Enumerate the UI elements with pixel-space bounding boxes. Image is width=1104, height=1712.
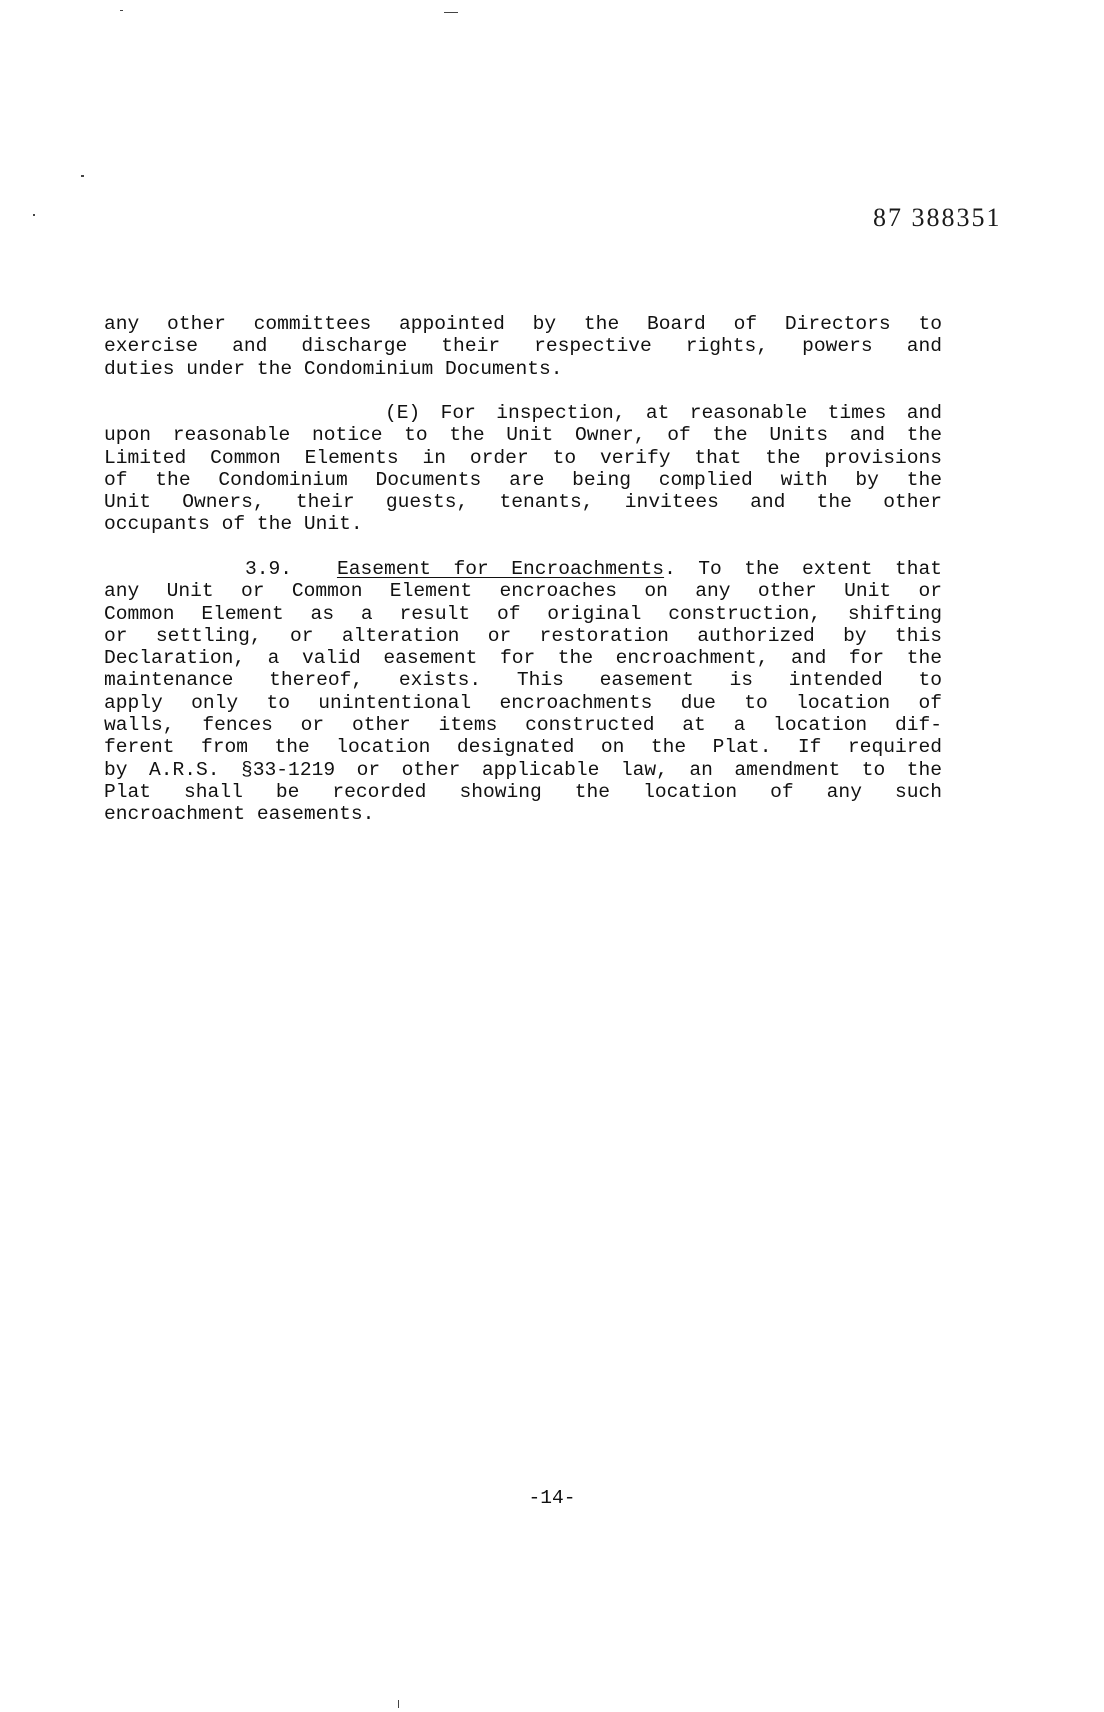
text-line: Unit Owners, their guests, tenants, invitees and the other bbox=[104, 491, 942, 514]
text-line: by A.R.S. §33-1219 or other applicable law, an amendment to the bbox=[104, 758, 942, 781]
scan-speck bbox=[444, 12, 458, 13]
text-line: occupants of the Unit. bbox=[104, 513, 363, 536]
text-line: of the Condominium Documents are being complied with by the bbox=[104, 468, 942, 491]
scan-speck bbox=[33, 214, 35, 216]
text-line: encroachment easements. bbox=[104, 803, 375, 826]
scan-speck bbox=[398, 1700, 399, 1708]
text-line: Common Element as a result of original construction, shifting bbox=[104, 602, 942, 625]
text-line: maintenance thereof, exists. This easement is intended to bbox=[104, 669, 942, 692]
heading-line-rest: . To the extent that bbox=[664, 558, 942, 580]
text-line: any other committees appointed by the Board of Directors to bbox=[104, 313, 942, 335]
section-heading: Easement for Encroachments bbox=[336, 558, 665, 580]
paragraph-committees bbox=[104, 313, 942, 380]
text-line: any Unit or Common Element encroaches on any other Unit or bbox=[104, 580, 942, 603]
text-line: apply only to unintentional encroachments due to location of bbox=[104, 691, 942, 714]
text-line: Limited Common Elements in order to verify that the provisions bbox=[104, 446, 942, 469]
text-line: or settling, or alteration or restoration authorized by this bbox=[104, 624, 942, 647]
text-line: duties under the Condominium Documents. bbox=[104, 357, 563, 380]
text-line: walls, fences or other items constructed at a location dif- bbox=[104, 714, 942, 737]
text-line: upon reasonable notice to the Unit Owner, of the Units and the bbox=[104, 424, 942, 447]
paragraph-easement bbox=[104, 558, 942, 826]
section-number: 3.9. bbox=[245, 558, 293, 580]
scan-speck bbox=[120, 10, 123, 11]
page-number: -14- bbox=[528, 1487, 576, 1509]
document-number: 87 388351 bbox=[873, 203, 1002, 232]
scan-speck bbox=[81, 175, 84, 177]
text-line: Declaration, a valid easement for the encroachment, and for the bbox=[104, 647, 942, 670]
text-line: Plat shall be recorded showing the location of any such bbox=[104, 780, 942, 803]
section-heading-line bbox=[104, 558, 942, 580]
text-line: (E) For inspection, at reasonable times and bbox=[385, 402, 942, 424]
text-line: exercise and discharge their respective rights, powers and bbox=[104, 335, 942, 358]
paragraph-inspection bbox=[104, 402, 942, 536]
text-line: ferent from the location designated on the Plat. If required bbox=[104, 736, 942, 759]
